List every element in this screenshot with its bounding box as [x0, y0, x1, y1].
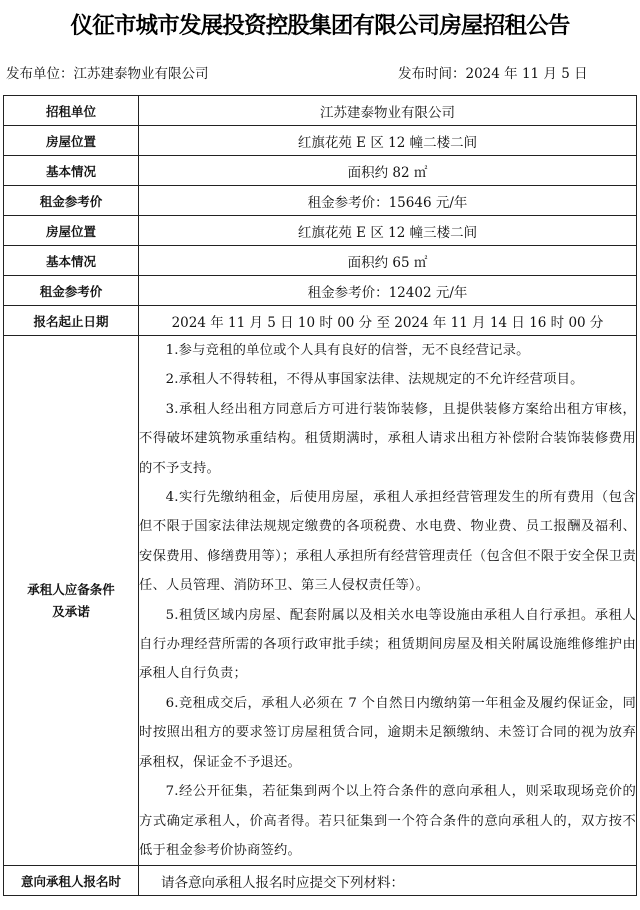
conditions-label-line1: 承租人应备条件 — [27, 581, 115, 597]
row-value-registration-period: 2024 年 11 月 5 日 10 时 00 分 至 2024 年 11 月 14 日 16 时 00 分 — [139, 306, 637, 336]
page-title: 仪征市城市发展投资控股集团有限公司房屋招租公告 — [70, 13, 570, 39]
row-value-rental-unit: 江苏建泰物业有限公司 — [139, 96, 637, 126]
rental-info-table — [3, 95, 637, 896]
row-label-basic-2: 基本情况 — [4, 246, 139, 276]
row-label-rental-unit: 招租单位 — [4, 96, 139, 126]
row-value-location-2: 红旗花苑 E 区 12 幢三楼二间 — [139, 216, 637, 246]
table-row — [4, 866, 637, 896]
condition-item: 4.实行先缴纳租金，后使用房屋，承租人承担经营管理发生的所有费用（包含但不限于国家法律法规规定缴费的各项税费、水电费、物业费、员工报酬及福利、安保费用、修缮费用等）；承租人承担所有经营管理责任（包含但不限于安全保卫责任、人员管理、消防环卫、第三人侵权责任等）。 — [139, 490, 636, 594]
condition-item: 2.承租人不得转租，不得从事国家法律、法规规定的不允许经营项目。 — [165, 372, 584, 388]
condition-item: 1.参与竞租的单位或个人具有良好的信誉，无不良经营记录。 — [165, 343, 530, 358]
table-row — [4, 306, 637, 336]
row-label-rent-2: 租金参考价 — [4, 276, 139, 306]
row-label-basic-1: 基本情况 — [4, 156, 139, 186]
row-label-location-2: 房屋位置 — [4, 216, 139, 246]
condition-item: 6.竞租成交后，承租人必须在 7 个自然日内缴纳第一年租金及履约保证金，同时按照出租方的要求签订房屋租赁合同，逾期未足额缴纳、未签订合同的视为放弃承租权，保证金不予退还。 — [139, 695, 636, 770]
row-value-rent-2: 租金参考价：12402 元/年 — [139, 276, 637, 306]
table-row — [4, 156, 637, 186]
row-label-registration-period: 报名起止日期 — [4, 306, 139, 336]
condition-item: 7.经公开征集，若征集到两个以上符合条件的意向承租人，则采取现场竞价的方式确定承租人，价高者得。若只征集到一个符合条件的意向承租人的，双方按不低于租金参考价协商签约。 — [139, 784, 636, 858]
row-label-location-1: 房屋位置 — [4, 126, 139, 156]
condition-item: 3.承租人经出租方同意后方可进行装饰装修，且提供装修方案给出租方审核，不得破坏建筑物承重结构。租赁期满时，承租人请求出租方补偿附合装饰装修费用的不予支持。 — [139, 401, 636, 476]
table-row — [4, 186, 637, 216]
table-row — [4, 126, 637, 156]
publisher: 发布单位：江苏建泰物业有限公司 — [6, 66, 209, 82]
row-label-rent-1: 租金参考价 — [4, 186, 139, 216]
conditions-content — [139, 336, 637, 866]
condition-item: 5.租赁区域内房屋、配套附属以及相关水电等设施由承租人自行承担。承租人自行办理经营所需的各项行政审批手续；租赁期间房屋及相关附属设施维修维护由承租人自行负责； — [139, 607, 636, 682]
conditions-label-line2: 及承诺 — [52, 603, 90, 619]
row-value-rent-1: 租金参考价：15646 元/年 — [139, 186, 637, 216]
row-value-basic-2: 面积约 65 ㎡ — [139, 246, 637, 276]
table-row — [4, 216, 637, 246]
conditions-label — [4, 336, 139, 866]
row-value-registration: 请各意向承租人报名时应提交下列材料： — [139, 866, 637, 896]
row-value-location-1: 红旗花苑 E 区 12 幢二楼二间 — [139, 126, 637, 156]
table-row — [4, 96, 637, 126]
table-row — [4, 246, 637, 276]
publish-info — [6, 62, 634, 86]
publish-time: 发布时间：2024 年 11 月 5 日 — [398, 66, 588, 82]
table-row-conditions — [4, 336, 637, 866]
row-value-basic-1: 面积约 82 ㎡ — [139, 156, 637, 186]
table-row — [4, 276, 637, 306]
row-label-registration: 意向承租人报名时 — [4, 866, 139, 896]
